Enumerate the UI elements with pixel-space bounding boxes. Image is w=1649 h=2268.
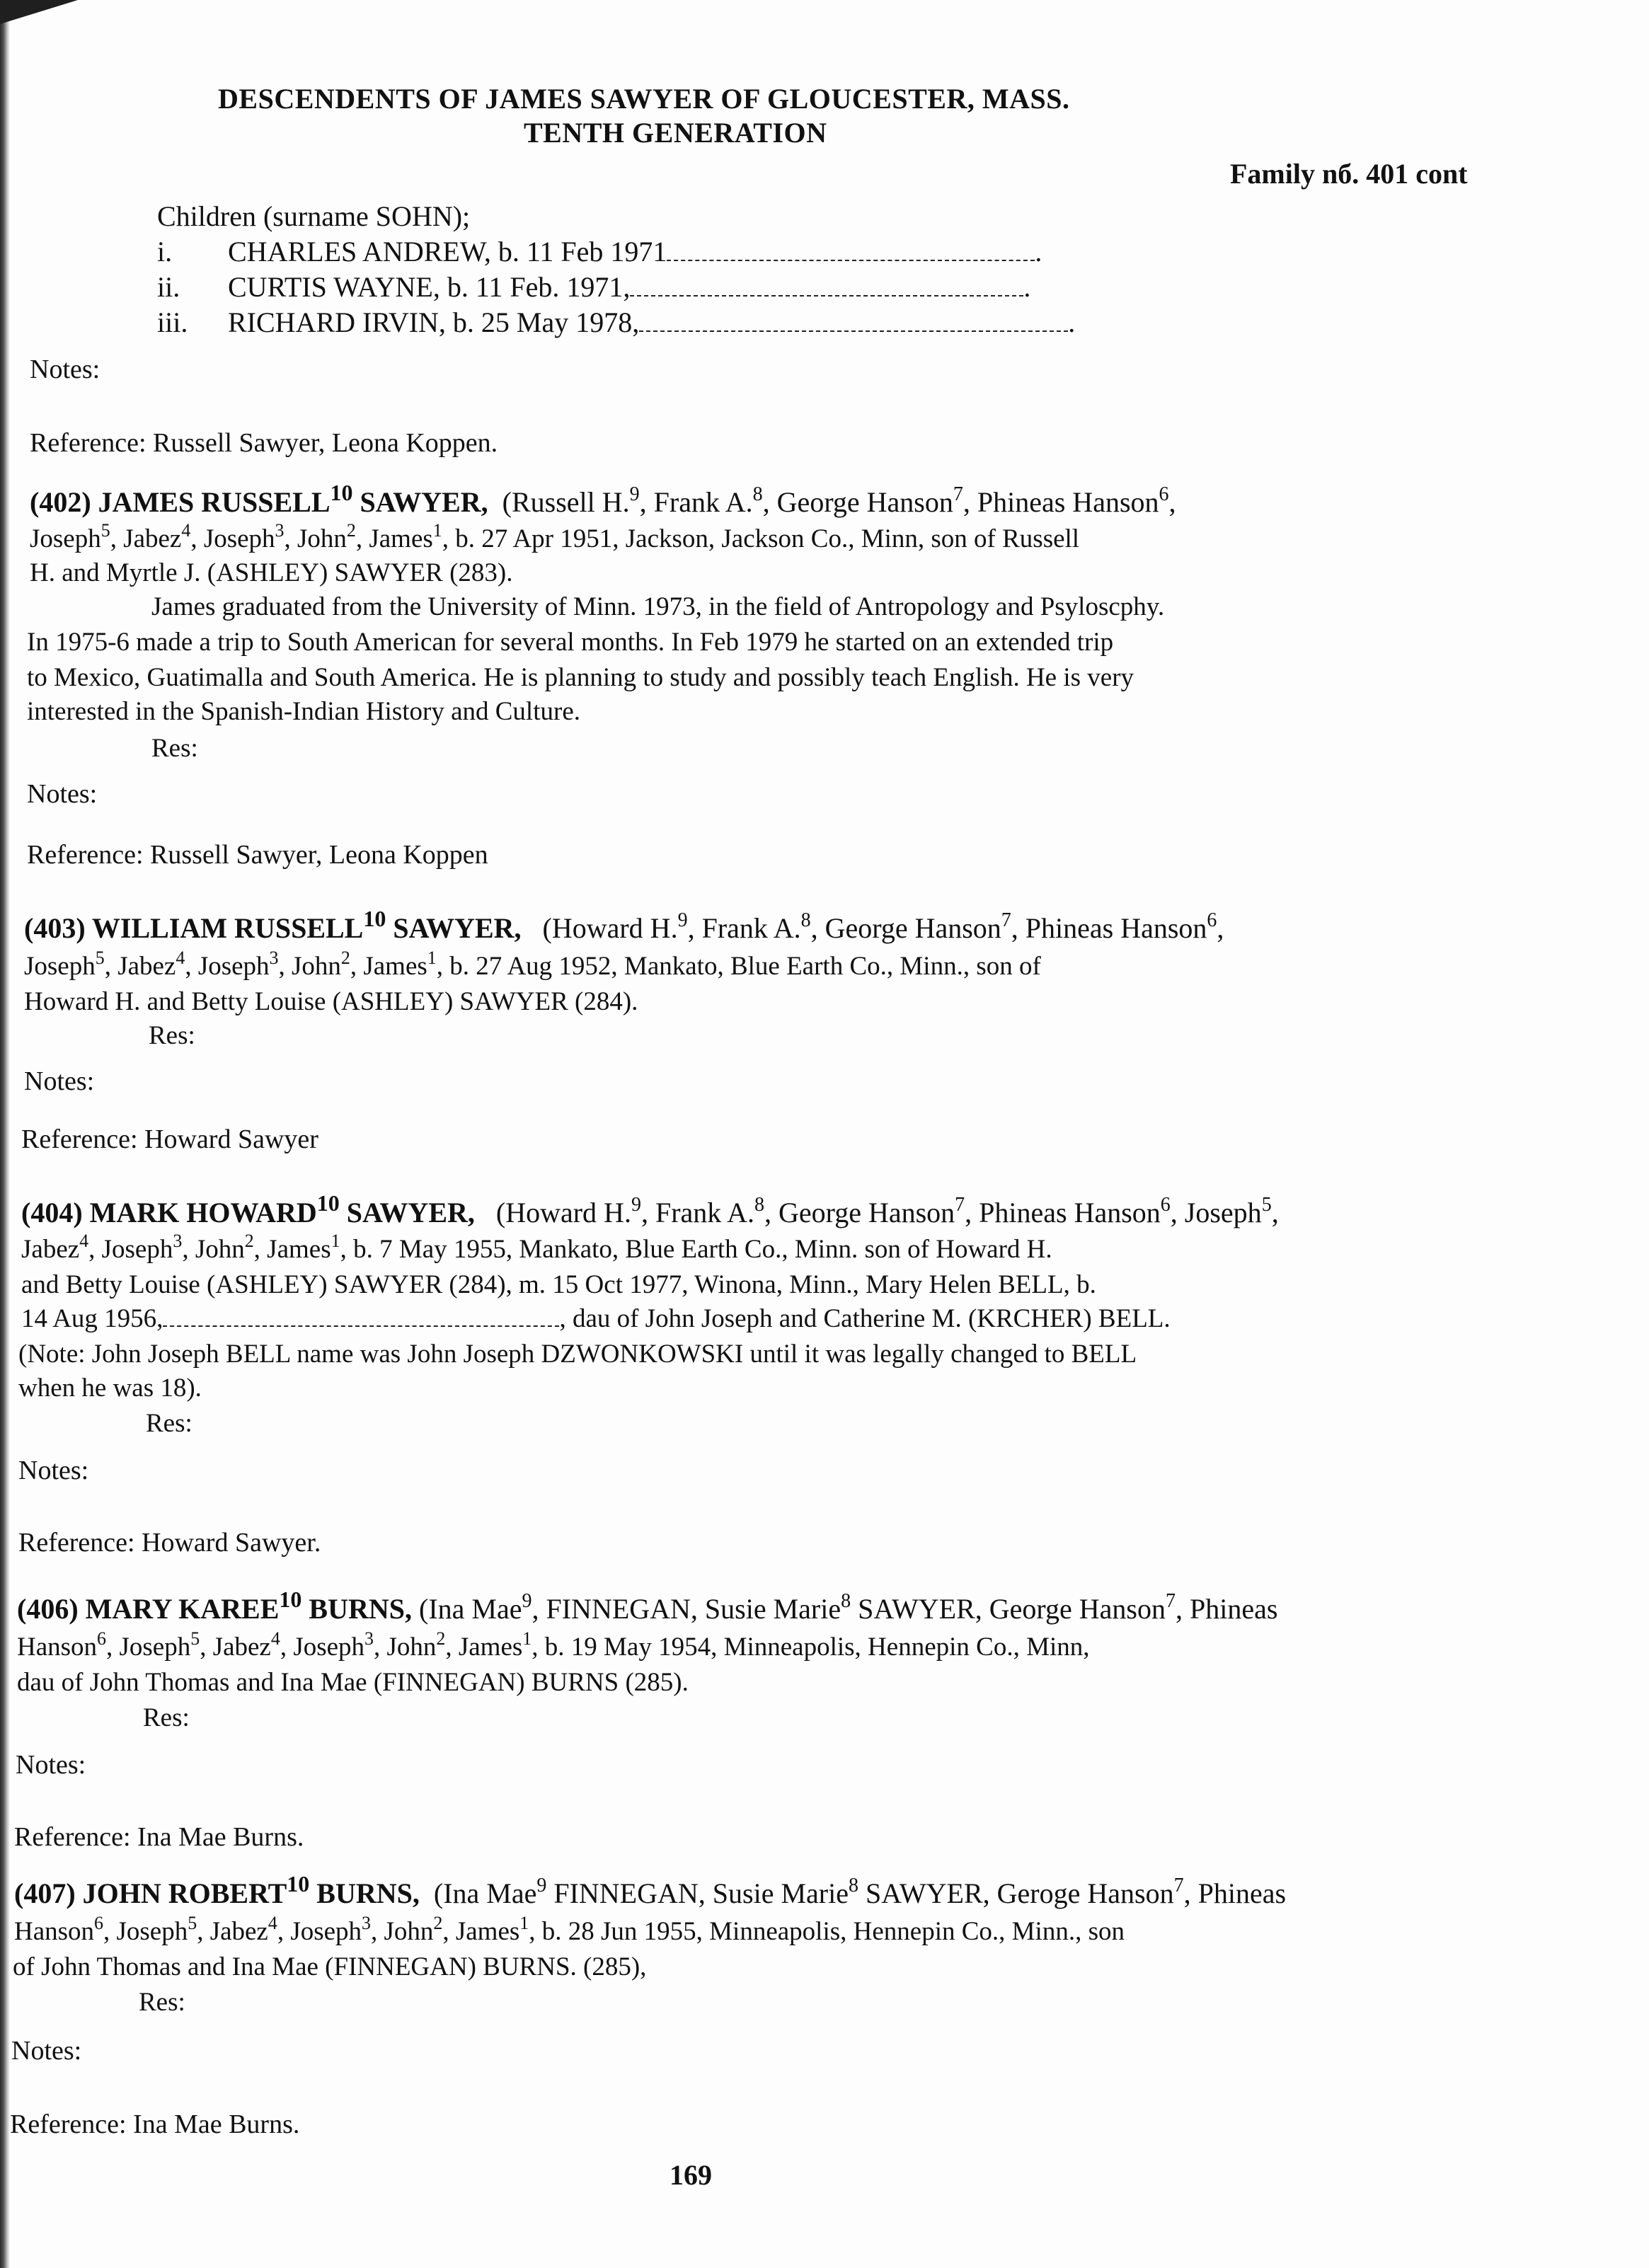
entry-406-line2: Hanson$^6$, Joseph$^5$, Jabez$^4$, Joseph$^3$, John$^2$, James$^1$, b. 19 May 1954, Minneapolis, Hennepin Co., Minn, [17, 1628, 1090, 1662]
notes-label: Notes: [16, 1750, 86, 1780]
entry-406-line3: dau of John Thomas and Ina Mae (FINNEGAN) BURNS (285). [17, 1668, 689, 1697]
notes-label: Notes: [24, 1066, 95, 1096]
entry-402-line1: (402) JAMES RUSSELL$^{10}$ SAWYER, (Russell H.$^9$, Frank A.$^8$, George Hanson$^7$, Phineas Hanson$^6$, [30, 480, 1176, 518]
reference-404: Reference: Howard Sawyer. [18, 1528, 321, 1558]
entry-403-line3: Howard H. and Betty Louise (ASHLEY) SAWYER (284). [24, 987, 638, 1016]
entry-id: (402) JAMES RUSSELL [30, 486, 331, 518]
entry-404-line5: (Note: John Joseph BELL name was John Joseph DZWONKOWSKI until it was legally changed to BELL [18, 1340, 1137, 1369]
res-label: Res: [149, 1021, 195, 1050]
list-item [157, 270, 180, 304]
entry-404-line6: when he was 18). [18, 1374, 202, 1403]
entry-403-line1: (403) WILLIAM RUSSELL$^{10}$ SAWYER, (Howard H.$^9$, Frank A.$^8$, George Hanson$^7$, Phineas Hanson$^6$, [24, 906, 1224, 944]
res-label: Res: [151, 734, 198, 763]
blank-line [163, 1304, 559, 1327]
notes-label: Notes: [11, 2036, 82, 2066]
entry-404-line1: (404) MARK HOWARD$^{10}$ SAWYER, (Howard H.$^9$, Frank A.$^8$, George Hanson$^7$, Phineas Hanson$^6$, Joseph$^5$, [21, 1190, 1279, 1228]
generation-subtitle: TENTH GENERATION [524, 117, 827, 149]
reference-403: Reference: Howard Sawyer [21, 1124, 318, 1154]
entry-402-line2: Joseph$^5$, Jabez$^4$, Joseph$^3$, John$^2$, James$^1$, b. 27 Apr 1951, Jackson, Jackson Co., Minn, son of Russell [30, 520, 1080, 553]
bio-line: In 1975-6 made a trip to South American for several months. In Feb 1979 he started on an extended trip [27, 628, 1114, 657]
child-text: RICHARD IRVIN, b. 25 May 1978, [228, 306, 640, 338]
child-number: i. [157, 236, 173, 267]
entry-404-line2: Jabez$^4$, Joseph$^3$, John$^2$, James$^1$, b. 7 May 1955, Mankato, Blue Earth Co., Minn. son of Howard H. [21, 1231, 1052, 1264]
list-item: CHARLES ANDREW, b. 11 Feb 1971 . [228, 236, 1042, 267]
generation-mark: 10 [363, 906, 386, 932]
generation-mark: 10 [316, 1190, 340, 1216]
page-title: DESCENDENTS OF JAMES SAWYER OF GLOUCESTER, MASS. [218, 83, 1070, 115]
list-item: RICHARD IRVIN, b. 25 May 1978, . [228, 306, 1076, 338]
entry-surname: SAWYER, [346, 1197, 475, 1228]
list-item [157, 235, 172, 268]
scan-edge-shadow [0, 0, 10, 2268]
list-item: CURTIS WAYNE, b. 11 Feb. 1971, . [228, 271, 1031, 303]
notes-label: Notes: [18, 1456, 89, 1485]
child-text: CHARLES ANDREW, b. 11 Feb 1971 [228, 236, 667, 267]
child-text: CURTIS WAYNE, b. 11 Feb. 1971, [228, 271, 631, 303]
reference-401: Reference: Russell Sawyer, Leona Koppen. [30, 428, 498, 458]
entry-id: (407) JOHN ROBERT [14, 1877, 287, 1909]
entry-surname: BURNS, [309, 1593, 413, 1625]
entry-407-line1: (407) JOHN ROBERT$^{10}$ BURNS, (Ina Mae$^9$ FINNEGAN, Susie Marie$^8$ SAWYER, Geroge Hanson$^7$, Phineas [14, 1871, 1287, 1909]
reference-402: Reference: Russell Sawyer, Leona Koppen [27, 840, 488, 870]
blank-line [630, 272, 1023, 297]
reference-407: Reference: Ina Mae Burns. [10, 2109, 300, 2139]
entry-402-line3: H. and Myrtle J. (ASHLEY) SAWYER (283). [30, 558, 513, 587]
entry-id: (404) MARK HOWARD [21, 1197, 317, 1228]
entry-id: (406) MARY KAREE [17, 1593, 280, 1625]
bio-line: interested in the Spanish-Indian History and Culture. [27, 697, 580, 726]
entry-403-line2: Joseph$^5$, Jabez$^4$, Joseph$^3$, John$^2$, James$^1$, b. 27 Aug 1952, Mankato, Blue Earth Co., Minn., son of [24, 948, 1041, 981]
entry-id: (403) WILLIAM RUSSELL [24, 912, 364, 944]
entry-surname: SAWYER, [360, 486, 488, 518]
entry-407-line2: Hanson$^6$, Joseph$^5$, Jabez$^4$, Joseph$^3$, John$^2$, James$^1$, b. 28 Jun 1955, Minneapolis, Hennepin Co., Minn., son [14, 1913, 1125, 1946]
child-number: iii. [157, 306, 188, 338]
bio-line: James graduated from the University of Minn. 1973, in the field of Antropology and Psyloscphy. [151, 592, 1165, 621]
entry-404-line3: and Betty Louise (ASHLEY) SAWYER (284), m. 15 Oct 1977, Winona, Minn., Mary Helen BELL, b. [21, 1270, 1096, 1299]
reference-406: Reference: Ina Mae Burns. [14, 1822, 304, 1852]
generation-mark: 10 [330, 480, 353, 506]
entry-404-line4: 14 Aug 1956, , dau of John Joseph and Catherine M. (KRCHER) BELL. [21, 1304, 1171, 1333]
children-heading: Children (surname SOHN); [157, 200, 471, 232]
notes-label: Notes: [27, 779, 98, 809]
blank-line [667, 237, 1035, 261]
page-number: 169 [670, 2159, 712, 2191]
generation-mark: 10 [287, 1871, 310, 1897]
blank-line [639, 308, 1068, 332]
res-label: Res: [143, 1703, 190, 1732]
list-item [157, 306, 188, 339]
family-number: Family nб. 401 cont [1230, 158, 1468, 190]
scan-corner [0, 0, 78, 24]
res-label: Res: [146, 1409, 193, 1438]
bio-line: to Mexico, Guatimalla and South America. He is planning to study and possibly teach English. He is very [27, 663, 1134, 692]
entry-406-line1: (406) MARY KAREE$^{10}$ BURNS, (Ina Mae$^9$, FINNEGAN, Susie Marie$^8$ SAWYER, George Hanson$^7$, Phineas [17, 1587, 1278, 1625]
notes-label: Notes: [30, 355, 100, 384]
res-label: Res: [139, 1988, 185, 2017]
generation-mark: 10 [279, 1587, 302, 1613]
child-number: ii. [157, 271, 180, 303]
entry-surname: BURNS, [316, 1877, 420, 1909]
entry-407-line3: of John Thomas and Ina Mae (FINNEGAN) BURNS. (285), [13, 1952, 647, 1981]
entry-surname: SAWYER, [393, 912, 522, 944]
